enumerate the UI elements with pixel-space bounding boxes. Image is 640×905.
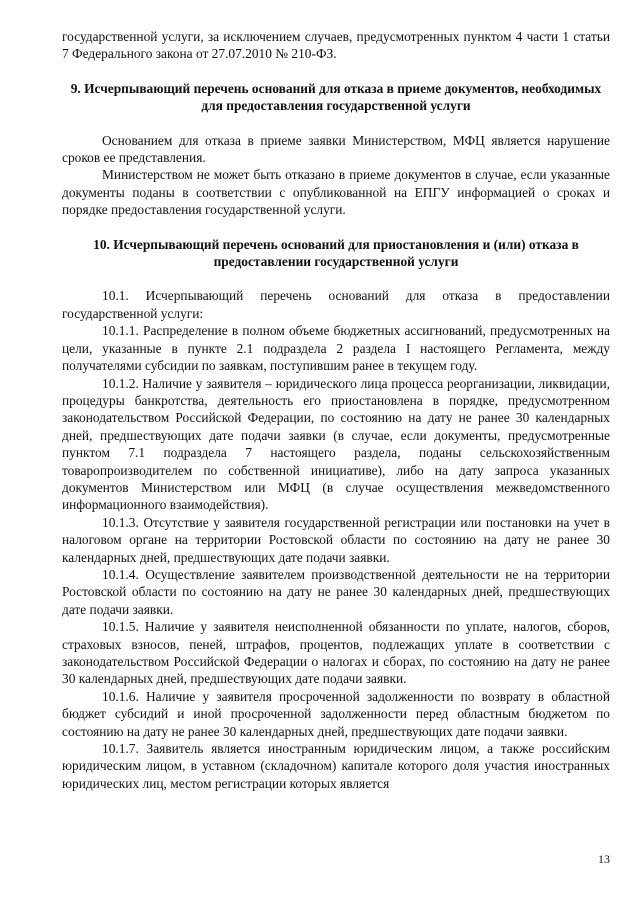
section-9-paragraph-2: Министерством не может быть отказано в приеме документов в случае, если указанные документы поданы в соответствии с опубликованной на ЕПГУ информацией о сроках и порядке предоставления государственной услуги. bbox=[62, 167, 610, 218]
paragraph-10-1-4: 10.1.4. Осуществление заявителем производственной деятельности не на территории Ростовской области по состоянию на дату не ранее 30 календарных дней, предшествующих дате подачи заявки. bbox=[62, 566, 610, 617]
paragraph-10-1-3: 10.1.3. Отсутствие у заявителя государственной регистрации или постановки на учет в налоговом органе на территории Ростовской области по состоянию на дату не ранее 30 календарных дней, предшествующих дате подачи заявки. bbox=[62, 514, 610, 565]
section-9-paragraph-1: Основанием для отказа в приеме заявки Министерством, МФЦ является нарушение сроков ее представления. bbox=[62, 132, 610, 166]
paragraph-10-1-1: 10.1.1. Распределение в полном объеме бюджетных ассигнований, предусмотренных на цели, указанные в пункте 2.1 подраздела 2 раздела I настоящего Регламента, между получателями субсидии по заявкам, поступившим ранее в текущем году. bbox=[62, 323, 610, 374]
document-page bbox=[62, 28, 610, 792]
paragraph-10-1-2: 10.1.2. Наличие у заявителя – юридического лица процесса реорганизации, ликвидации, процедуры банкротства, деятельность его приостановлена в порядке, предусмотренном законодательством Российской Федерации, по состоянию на дату не ранее 30 календарных дней, предшествующих дате подачи заявки (в случае, если документы, предусмотренные пунктом 7.1 подраздела 7 настоящего раздела, поданы сельскохозяйственным товаропроизводителем по собственной инициативе), либо на дату запроса указанных документов Министерством или МФЦ (в случае осуществления межведомственного информационного взаимодействия). bbox=[62, 375, 610, 513]
paragraph-10-1-5: 10.1.5. Наличие у заявителя неисполненной обязанности по уплате, налогов, сборов, страховых взносов, пеней, штрафов, процентов, подлежащих уплате в соответствии с законодательством Российской Федерации о налогах и сборах, по состоянию на дату не ранее 30 календарных дней, предшествующих дате подачи заявки. bbox=[62, 619, 610, 687]
page-number: 13 bbox=[598, 852, 610, 866]
intro-paragraph: государственной услуги, за исключением случаев, предусмотренных пунктом 4 части 1 статьи 7 Федерального закона от 27.07.2010 № 210-ФЗ. bbox=[62, 29, 610, 62]
section-10-heading: 10. Исчерпывающий перечень оснований для приостановления и (или) отказа в предоставлении государственной услуги bbox=[93, 236, 579, 270]
paragraph-10-1-6: 10.1.6. Наличие у заявителя просроченной задолженности по возврату в областной бюджет субсидий и иной просроченной задолженности перед областным бюджетом по состоянию на дату не ранее 30 календарных дней, предшествующих дате подачи заявки. bbox=[62, 688, 610, 739]
section-9-heading: 9. Исчерпывающий перечень оснований для отказа в приеме документов, необходимых для предоставления государственной услуги bbox=[70, 80, 602, 114]
paragraph-10-1-7: 10.1.7. Заявитель является иностранным юридическим лицом, а также российским юридическим лицом, в уставном (складочном) капитале которого доля участия иностранных юридических лиц, местом регистрации которых является bbox=[62, 741, 610, 791]
paragraph-10-1: 10.1. Исчерпывающий перечень оснований для отказа в предоставлении государственной услуги: bbox=[62, 288, 610, 321]
